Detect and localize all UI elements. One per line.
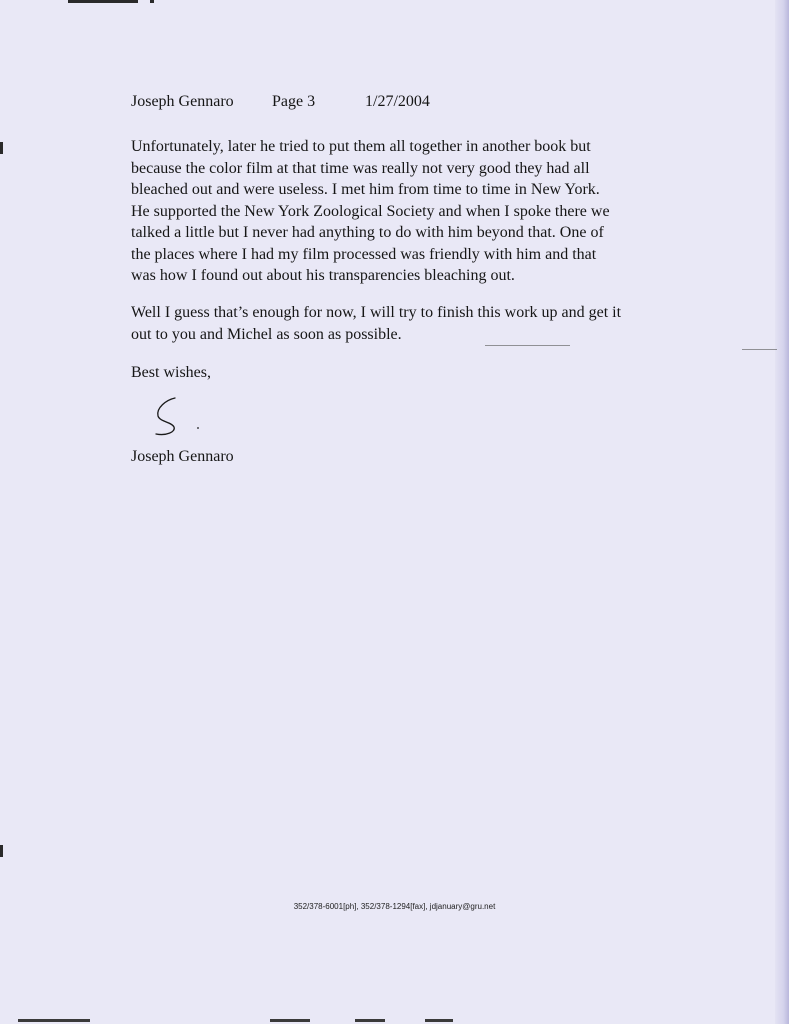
- page-edge-shadow: [775, 0, 789, 1024]
- body-paragraph-2: [131, 302, 711, 345]
- scan-mark: [68, 0, 138, 3]
- scan-mark: [270, 1019, 310, 1022]
- text-line: Well I guess that’s enough for now, I will try to finish this work up and get it: [131, 304, 622, 321]
- text-line: He supported the New York Zoological Society and when I spoke there we: [131, 202, 610, 220]
- header-date: 1/27/2004: [365, 93, 430, 110]
- closing-salutation: Best wishes,: [131, 364, 211, 381]
- text-line: was how I found out about his transparencies bleaching out.: [131, 267, 515, 284]
- text-line: bleached out and were useless. I met him from time to time in New York.: [131, 181, 600, 198]
- handwritten-signature: [148, 394, 218, 444]
- text-line: out to you and Michel as soon as possible.: [131, 325, 402, 343]
- text-line: talked a little but I never had anything to do with him beyond that. One of: [131, 224, 604, 241]
- signer-name: Joseph Gennaro: [131, 448, 234, 465]
- scan-mark: [0, 845, 3, 857]
- scan-mark: [18, 1019, 90, 1022]
- header-page-number: Page 3: [272, 93, 316, 110]
- text-line: the places where I had my film processed was friendly with him and that: [131, 245, 597, 263]
- footer-contact: 352/378-6001[ph], 352/378-1294[fax], jdjanuary@gru.net: [293, 902, 496, 911]
- body-paragraph-1: [131, 136, 711, 287]
- scan-mark: [425, 1019, 453, 1022]
- text-line: because the color film at that time was really not very good they had all: [131, 159, 590, 177]
- scan-mark: [355, 1019, 385, 1022]
- scan-mark: [150, 0, 154, 3]
- header-name: Joseph Gennaro: [131, 93, 234, 110]
- stray-line: [485, 345, 570, 346]
- letter-header: [131, 93, 430, 111]
- text-line: Unfortunately, later he tried to put them all together in another book but: [131, 138, 591, 155]
- stray-line: [742, 349, 777, 350]
- scan-mark: [0, 142, 3, 154]
